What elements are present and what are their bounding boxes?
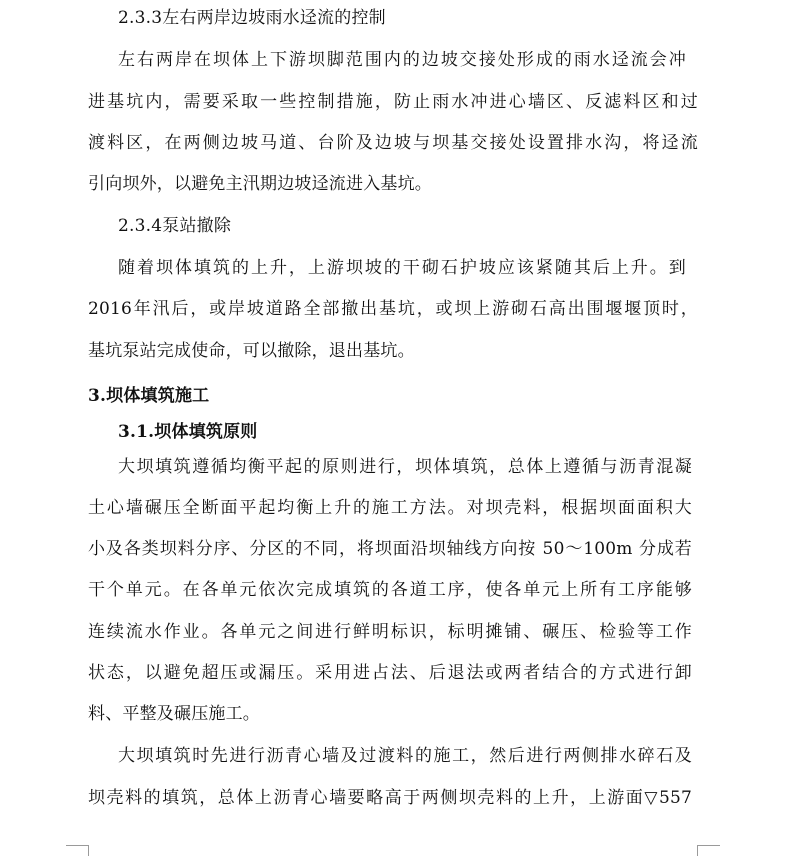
page-corner-mark-left bbox=[66, 845, 89, 856]
paragraph-line: 大坝填筑时先进行沥青心墙及过渡料的施工，然后进行两侧排水碎石及 bbox=[118, 746, 692, 766]
chapter-heading: 3.坝体填筑施工 bbox=[88, 386, 210, 406]
paragraph-line: 随着坝体填筑的上升，上游坝坡的干砌石护坡应该紧随其后上升。到 bbox=[118, 258, 686, 278]
paragraph-line: 状态，以避免超压或漏压。采用进占法、后退法或两者结合的方式进行卸 bbox=[88, 663, 692, 683]
paragraph-line: 引向坝外，以避免主汛期边坡迳流进入基坑。 bbox=[88, 174, 432, 194]
paragraph-line: 基坑泵站完成使命，可以撤除，退出基坑。 bbox=[88, 341, 415, 361]
section-heading-2-3-4: 2.3.4泵站撤除 bbox=[118, 216, 232, 236]
paragraph-line: 坝壳料的填筑，总体上沥青心墙要略高于两侧坝壳料的上升，上游面▽557 bbox=[88, 788, 692, 808]
paragraph-line: 左右两岸在坝体上下游坝脚范围内的边坡交接处形成的雨水迳流会冲 bbox=[118, 50, 686, 70]
paragraph-line: 进基坑内，需要采取一些控制措施，防止雨水冲进心墙区、反滤料区和过 bbox=[88, 92, 698, 112]
page-corner-mark-right bbox=[697, 845, 720, 856]
paragraph-line: 干个单元。在各单元依次完成填筑的各道工序，使各单元上所有工序能够 bbox=[88, 580, 692, 600]
subsection-heading: 3.1.坝体填筑原则 bbox=[118, 422, 258, 442]
paragraph-line: 小及各类坝料分序、分区的不同，将坝面沿坝轴线方向按 50～100m 分成若 bbox=[88, 539, 692, 559]
paragraph-line: 连续流水作业。各单元之间进行鲜明标识，标明摊铺、碾压、检验等工作 bbox=[88, 622, 692, 642]
paragraph-line: 土心墙碾压全断面平起均衡上升的施工方法。对坝壳料，根据坝面面积大 bbox=[88, 498, 692, 518]
paragraph-line: 2016年汛后，或岸坡道路全部撤出基坑，或坝上游砌石高出围堰堰顶时， bbox=[88, 299, 698, 319]
section-heading-2-3-3: 2.3.3左右两岸边坡雨水迳流的控制 bbox=[118, 8, 386, 28]
paragraph-line: 大坝填筑遵循均衡平起的原则进行，坝体填筑，总体上遵循与沥青混凝 bbox=[118, 457, 692, 477]
paragraph-line: 渡料区，在两侧边坡马道、台阶及边坡与坝基交接处设置排水沟，将迳流 bbox=[88, 133, 698, 153]
paragraph-line: 料、平整及碾压施工。 bbox=[88, 704, 260, 724]
